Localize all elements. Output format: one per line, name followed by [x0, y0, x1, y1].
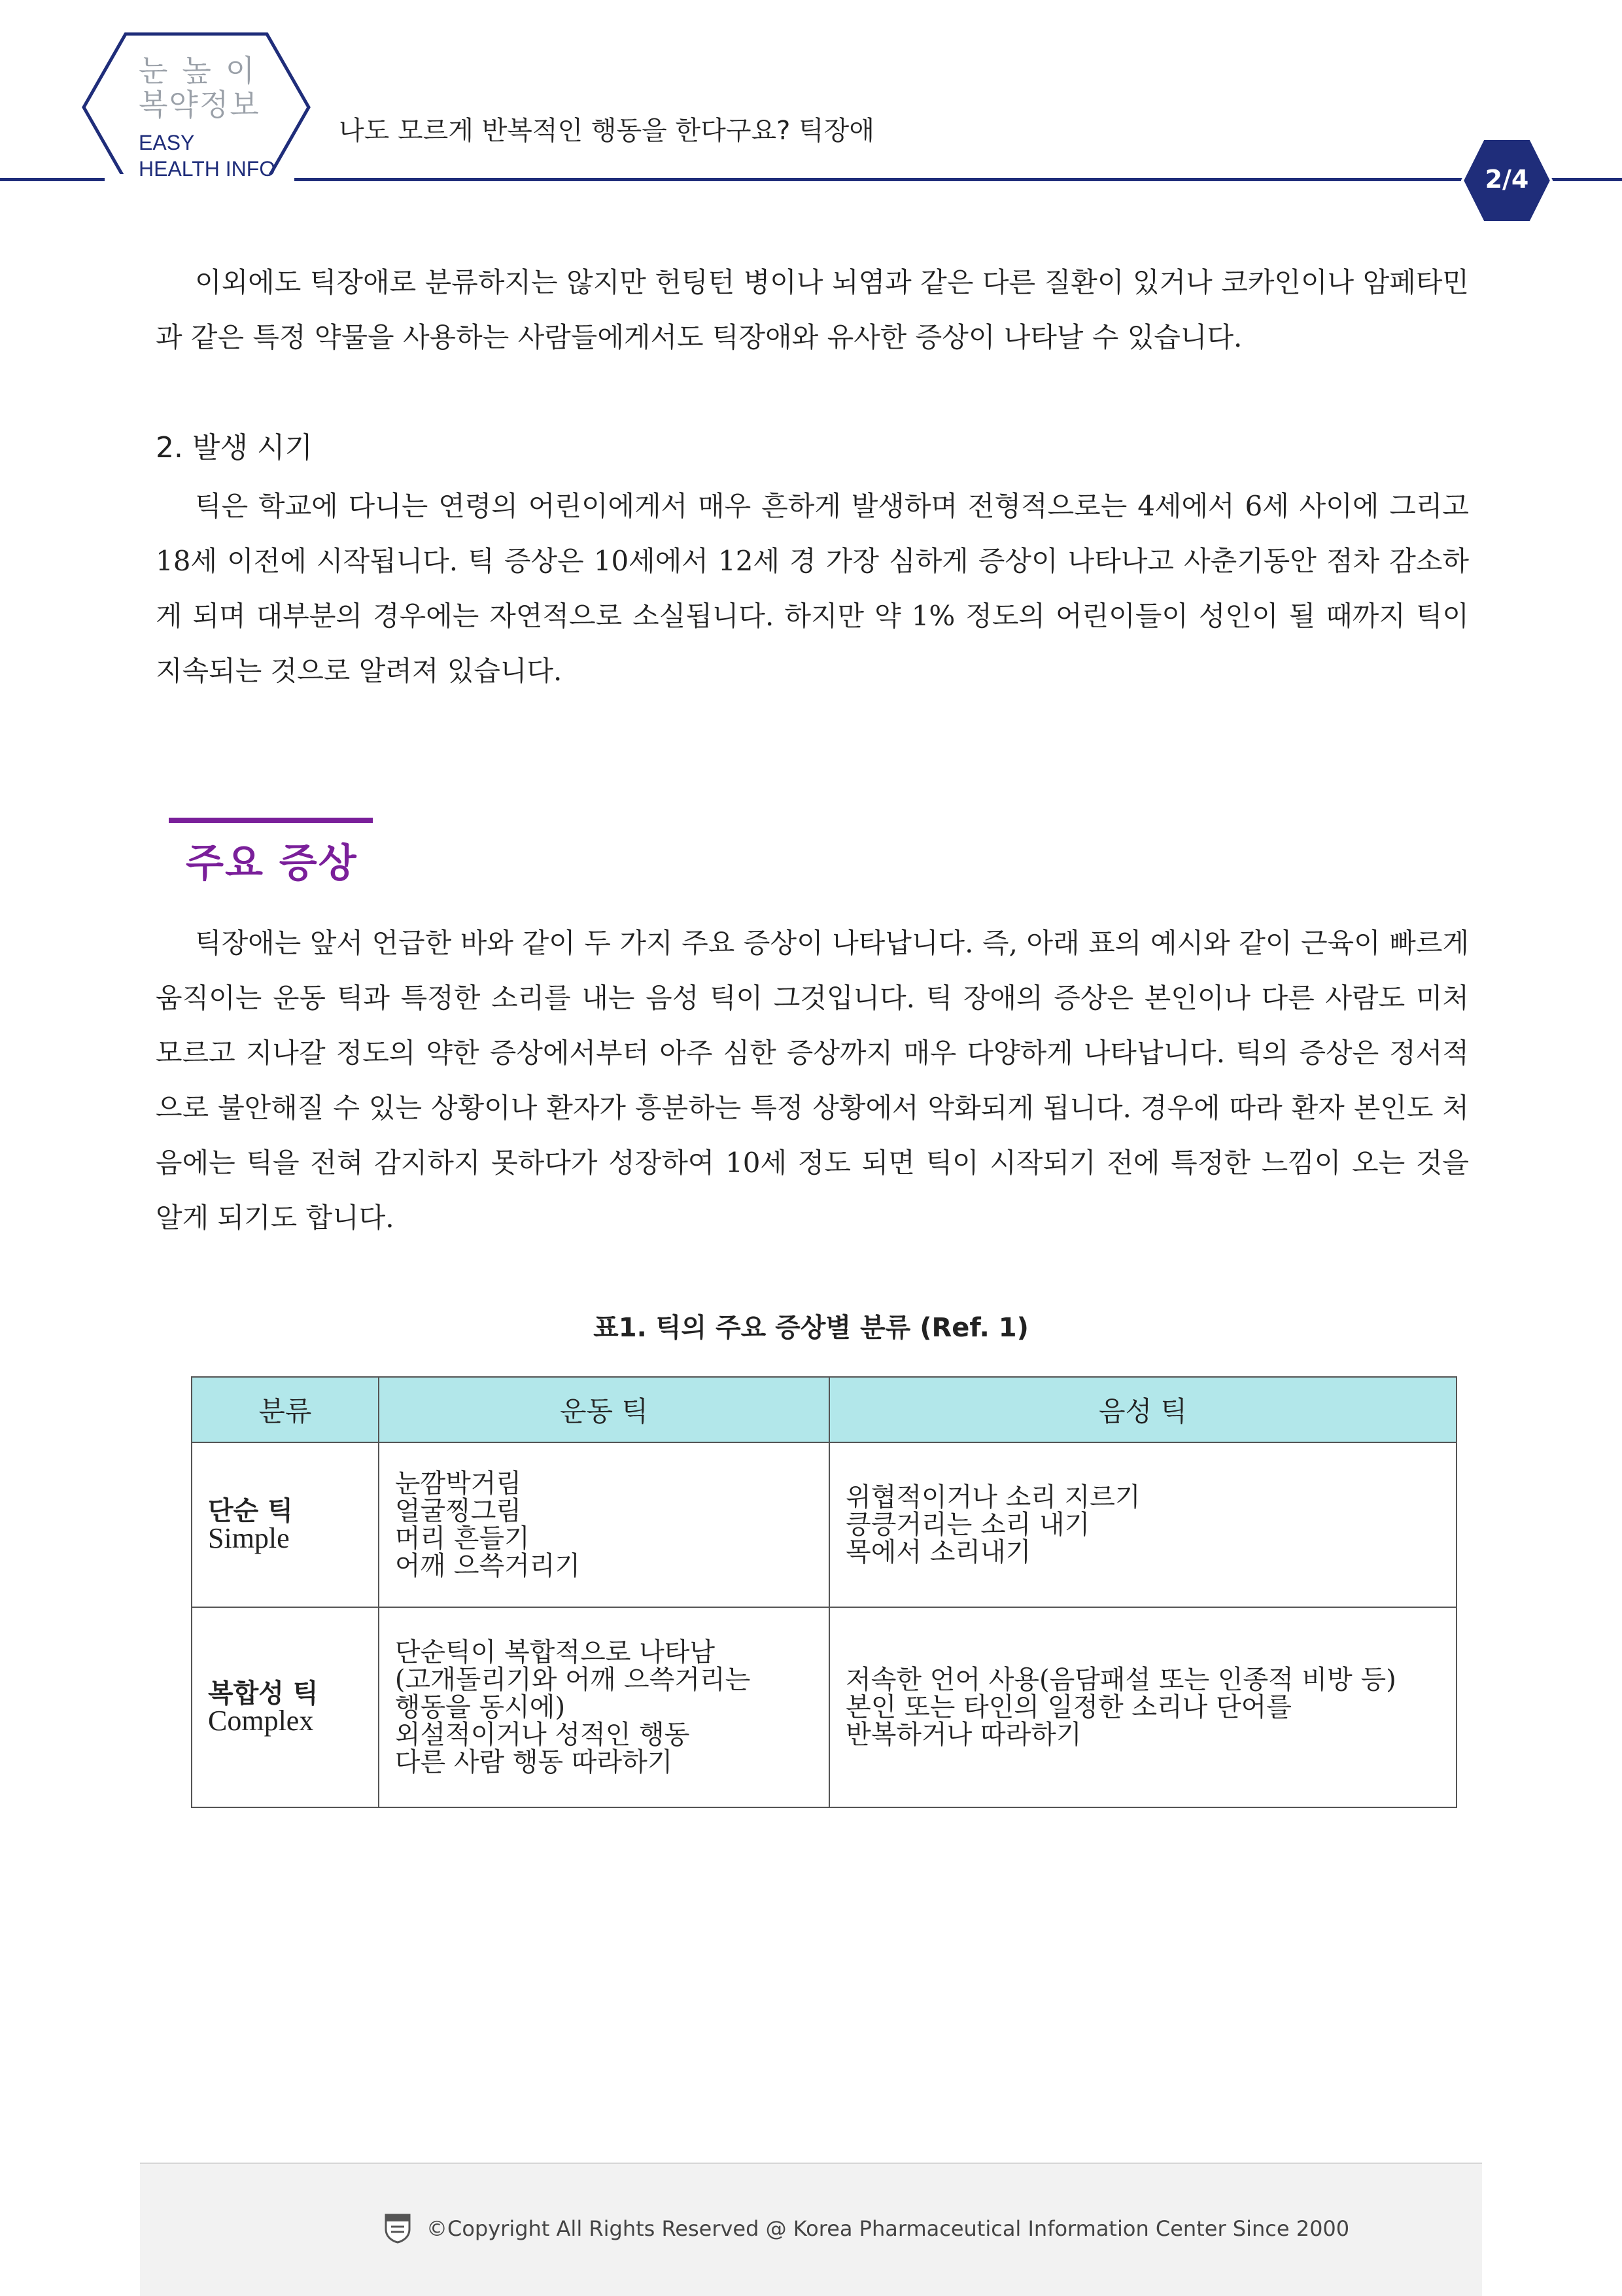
cell-line: 얼굴찡그림	[394, 1496, 522, 1526]
cell-line: 위협적이거나 소리 지르기	[846, 1482, 1141, 1512]
category-korean: 단순 틱	[208, 1496, 293, 1526]
shield-emblem-icon	[383, 2212, 412, 2244]
cell-line: 킁킁거리는 소리 내기	[846, 1510, 1090, 1540]
symptoms-paragraph: 틱장애는 앞서 언급한 바와 같이 두 가지 주요 증상이 나타납니다. 즉, 아래 표의 예시와 같이 근육이 빠르게 움직이는 운동 틱과 특정한 소리를 내는 음성 틱이 그것입니다. 틱 장애의 증상은 본인이나 다른 사람도 미처 모르고 지나갈 정도의 약한 증상에서부터 아주 심한 증상까지 매우 다양하게 나타납니다. 틱의 증상은 정서적으로 불안해질 수 있는 상황이나 환자가 흥분하는 특정 상황에서 악화되게 됩니다. 경우에 따라 환자 본인도 처음에는 틱을 전혀 감지하지 못하다가 성장하여 10세 정도 되면 틱이 시작되기 전에 특정한 느낌이 오는 것을 알게 되기도 합니다.	[156, 927, 1469, 1234]
section-accent-bar	[169, 818, 373, 823]
footer-copyright: ©Copyright All Rights Reserved @ Korea Pharmaceutical Information Center Since 2000	[426, 2216, 1350, 2241]
tic-classification-table	[191, 1376, 1457, 1808]
cell-line: 단순틱이 복합적으로 나타남	[394, 1637, 715, 1667]
table-caption: 표1. 틱의 주요 증상별 분류 (Ref. 1)	[593, 1313, 1029, 1343]
cell-line: 머리 흔들기	[394, 1523, 530, 1554]
cell-line: 행동을 동시에)	[394, 1692, 566, 1722]
cell-line: 반복하거나 따라하기	[846, 1720, 1082, 1750]
row-category	[192, 1442, 379, 1607]
row-category	[192, 1607, 379, 1807]
page-number: 2/4	[1485, 165, 1529, 194]
intro-paragraph: 이외에도 틱장애로 분류하지는 않지만 헌팅턴 병이나 뇌염과 같은 다른 질환이 있거나 코카인이나 암페타민과 같은 특정 약물을 사용하는 사람들에게서도 틱장애와 유사한 증상이 나타날 수 있습니다.	[156, 266, 1469, 353]
motor-tic-cell	[379, 1607, 829, 1807]
cell-line: 저속한 언어 사용(음담패설 또는 인종적 비방 등)	[846, 1665, 1396, 1695]
header-motor-tic: 운동 틱	[379, 1377, 829, 1442]
motor-tic-cell	[379, 1442, 829, 1607]
category-english: Simple	[208, 1522, 290, 1554]
onset-heading: 2. 발생 시기	[156, 431, 313, 464]
header-vocal-tic: 음성 틱	[829, 1377, 1457, 1442]
logo-line-3: EASY	[139, 131, 195, 154]
cell-line: 다른 사람 행동 따라하기	[394, 1747, 673, 1777]
table-header-row	[192, 1377, 1457, 1442]
cell-line: 외설적이거나 성적인 행동	[394, 1720, 690, 1750]
header-category: 분류	[192, 1377, 379, 1442]
onset-paragraph: 틱은 학교에 다니는 연령의 어린이에게서 매우 흔하게 발생하며 전형적으로는 4세에서 6세 사이에 그리고 18세 이전에 시작됩니다. 틱 증상은 10세에서 12세 경 가장 심하게 증상이 나타나고 사춘기동안 점차 감소하게 되며 대부분의 경우에는 자연적으로 소실됩니다. 하지만 약 1% 정도의 어린이들이 성인이 될 때까지 틱이 지속되는 것으로 알려져 있습니다.	[156, 490, 1469, 687]
cell-line: 목에서 소리내기	[846, 1537, 1031, 1567]
table-row	[192, 1607, 1457, 1807]
logo	[139, 54, 275, 182]
table-row	[192, 1442, 1457, 1607]
vocal-tic-cell	[829, 1442, 1457, 1607]
section-title: 주요 증상	[186, 841, 358, 886]
category-korean: 복합성 틱	[208, 1679, 319, 1709]
cell-line: 어깨 으쓱거리기	[394, 1551, 581, 1581]
category-english: Complex	[208, 1705, 314, 1737]
document-title: 나도 모르게 반복적인 행동을 한다구요? 틱장애	[339, 116, 874, 146]
cell-line: 눈깜박거림	[394, 1469, 522, 1499]
logo-line-4: HEALTH INFO	[139, 157, 276, 181]
logo-line-2: 복약정보	[139, 87, 260, 122]
cell-line: 본인 또는 타인의 일정한 소리나 단어를	[846, 1692, 1292, 1722]
vocal-tic-cell	[829, 1607, 1457, 1807]
cell-line: (고개돌리기와 어깨 으쓱거리는	[394, 1665, 751, 1695]
logo-line-1: 눈높이	[139, 53, 269, 88]
